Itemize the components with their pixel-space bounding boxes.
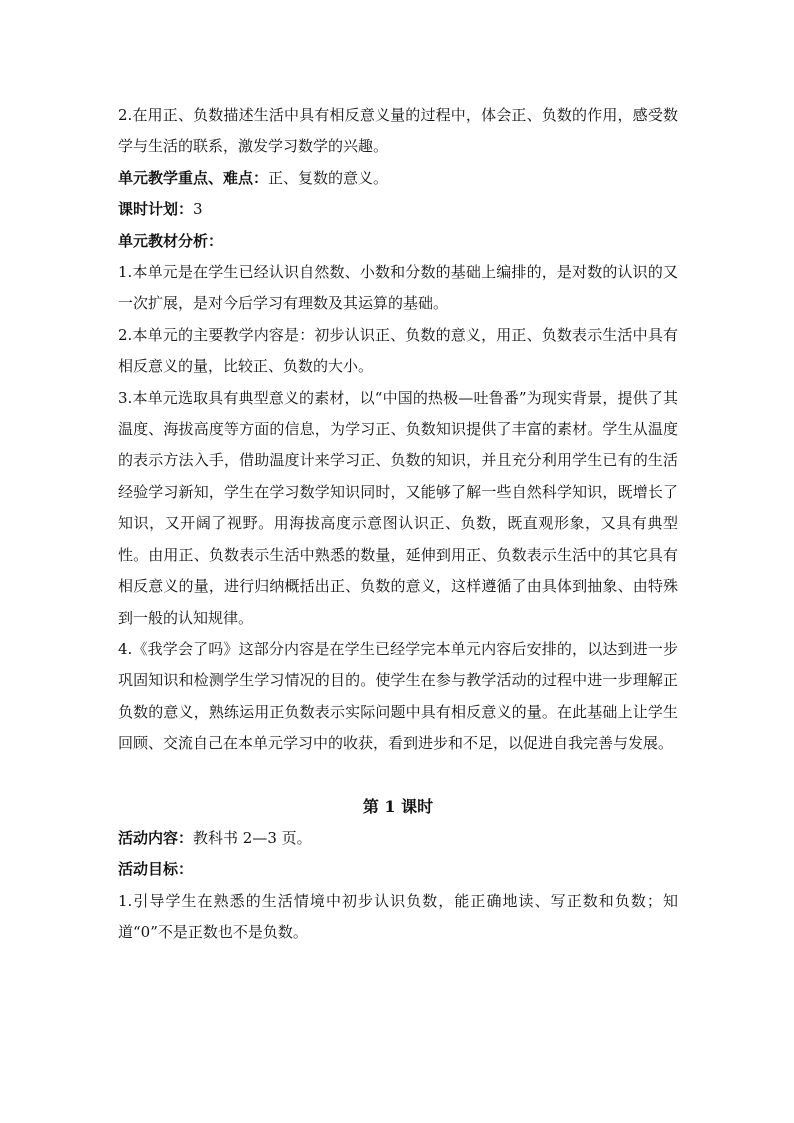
activity-content-label: 活动内容： xyxy=(118,828,194,847)
analysis-paragraph-1: 1.本单元是在学生已经认识自然数、小数和分数的基础上编排的，是对数的认识的又一次扩展，是对今后学习有理数及其运算的基础。 xyxy=(118,263,678,313)
analysis-paragraph-2: 2.本单元的主要教学内容是：初步认识正、负数的意义，用正、负数表示生活中具有相反意义的量，比较正、负数的大小。 xyxy=(118,325,678,376)
analysis-paragraph-3: 3.本单元选取具有典型意义的素材，以“中国的热极—吐鲁番”为现实背景，提供了其温度、海拔高度等方面的信息，为学习正、负数知识提供了丰富的素材。学生从温度的表示方法入手，借助温度计来学习正、负数的知识，并且充分利用学生已有的生活经验学习新知，学生在学习数学知识同时，又能够了解一些自然科学知识，既增长了知识，又开阔了视野。用海拔高度示意图认识正、负数，既直观形象，又具有典型性。由用正、负数表示生活中熟悉的数量，延伸到用正、负数表示生活中的其它具有相反意义的量，进行归纳概括出正、负数的意义，这样遵循了由具体到抽象、由特殊到一般的认知规律。 xyxy=(118,388,678,627)
activity-goal-1: 1.引导学生在熟悉的生活情境中初步认识负数，能正确地读、写正数和负数；知道“0”不是正数也不是负数。 xyxy=(118,891,678,942)
key-points-line xyxy=(118,163,678,194)
schedule-line xyxy=(118,194,678,225)
key-points-value: 正、复数的意义。 xyxy=(268,168,389,187)
unit-goal-2: 2.在用正、负数描述生活中具有相反意义量的过程中，体会正、负数的作用，感受数学与生活的联系，激发学习数学的兴趣。 xyxy=(118,106,678,156)
analysis-paragraph-4: 4.《我学会了吗》这部分内容是在学生已经学完本单元内容后安排的，以达到进一步巩固知识和检测学生学习情况的目的。使学生在参与教学活动的过程中进一步理解正负数的意义，熟练运用正负数表示实际问题中具有相反意义的量。在此基础上让学生回顾、交流自己在本单元学习中的收获，看到进步和不足，以促进自我完善与发展。 xyxy=(118,639,678,753)
analysis-heading: 单元教材分析： xyxy=(118,231,224,250)
lesson-title: 第 1 课时 xyxy=(362,796,434,816)
activity-goal-heading: 活动目标： xyxy=(118,860,194,879)
activity-content-line xyxy=(118,823,678,854)
activity-content-value: 教科书 2—3 页。 xyxy=(193,828,312,847)
schedule-value: 3 xyxy=(193,200,203,219)
schedule-label: 课时计划： xyxy=(118,200,194,219)
key-points-label: 单元教学重点、难点： xyxy=(118,168,269,187)
document-page xyxy=(118,100,678,949)
